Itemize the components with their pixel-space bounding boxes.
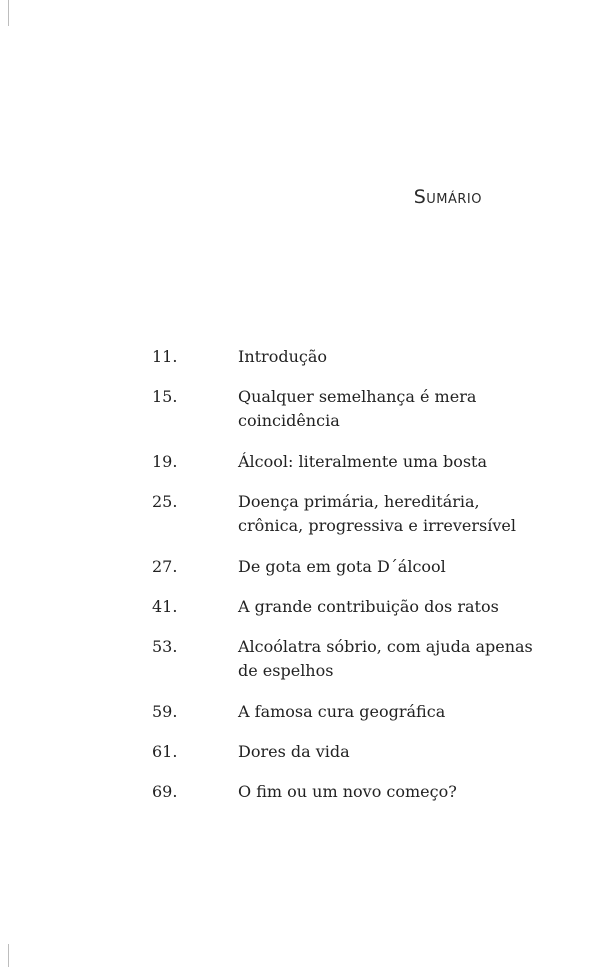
toc-page-number: 69. xyxy=(152,782,178,801)
toc-entry xyxy=(0,555,600,579)
toc-entry-title: A grande contribuição dos ratos xyxy=(238,597,499,616)
table-of-contents xyxy=(0,345,600,804)
toc-entry-title: Qualquer semelhança é mera coincidência xyxy=(238,387,477,430)
toc-entry xyxy=(0,595,600,619)
toc-entry-title: Doença primária, hereditária, crônica, progressiva e irreversível xyxy=(238,492,516,535)
toc-entry xyxy=(0,780,600,804)
toc-entry-title: Introdução xyxy=(238,347,328,366)
toc-page-number: 19. xyxy=(152,452,178,471)
toc-page-number: 53. xyxy=(152,637,178,656)
crop-mark-bottom xyxy=(8,944,9,967)
toc-page-number: 59. xyxy=(152,702,178,721)
toc-page-number: 15. xyxy=(152,387,178,406)
toc-entry-title: Dores da vida xyxy=(238,742,350,761)
toc-entry xyxy=(0,385,600,433)
toc-entry xyxy=(0,740,600,764)
toc-entry-title: A famosa cura geográfica xyxy=(238,702,446,721)
toc-entry xyxy=(0,450,600,474)
toc-page-number: 27. xyxy=(152,557,178,576)
page-title: Sumário xyxy=(413,186,482,208)
toc-entry xyxy=(0,635,600,683)
crop-mark-top xyxy=(8,0,9,26)
toc-entry-title: Álcool: literalmente uma bosta xyxy=(238,452,488,471)
toc-entry-title: O fim ou um novo começo? xyxy=(238,782,457,801)
toc-entry-title: De gota em gota D´álcool xyxy=(238,557,446,576)
toc-page-number: 41. xyxy=(152,597,178,616)
toc-page-number: 61. xyxy=(152,742,178,761)
toc-page-number: 25. xyxy=(152,492,178,511)
toc-page-number: 11. xyxy=(152,347,178,366)
toc-entry xyxy=(0,700,600,724)
toc-entry xyxy=(0,490,600,538)
toc-entry-title: Alcoólatra sóbrio, com ajuda apenas de espelhos xyxy=(238,637,533,680)
toc-entry xyxy=(0,345,600,369)
